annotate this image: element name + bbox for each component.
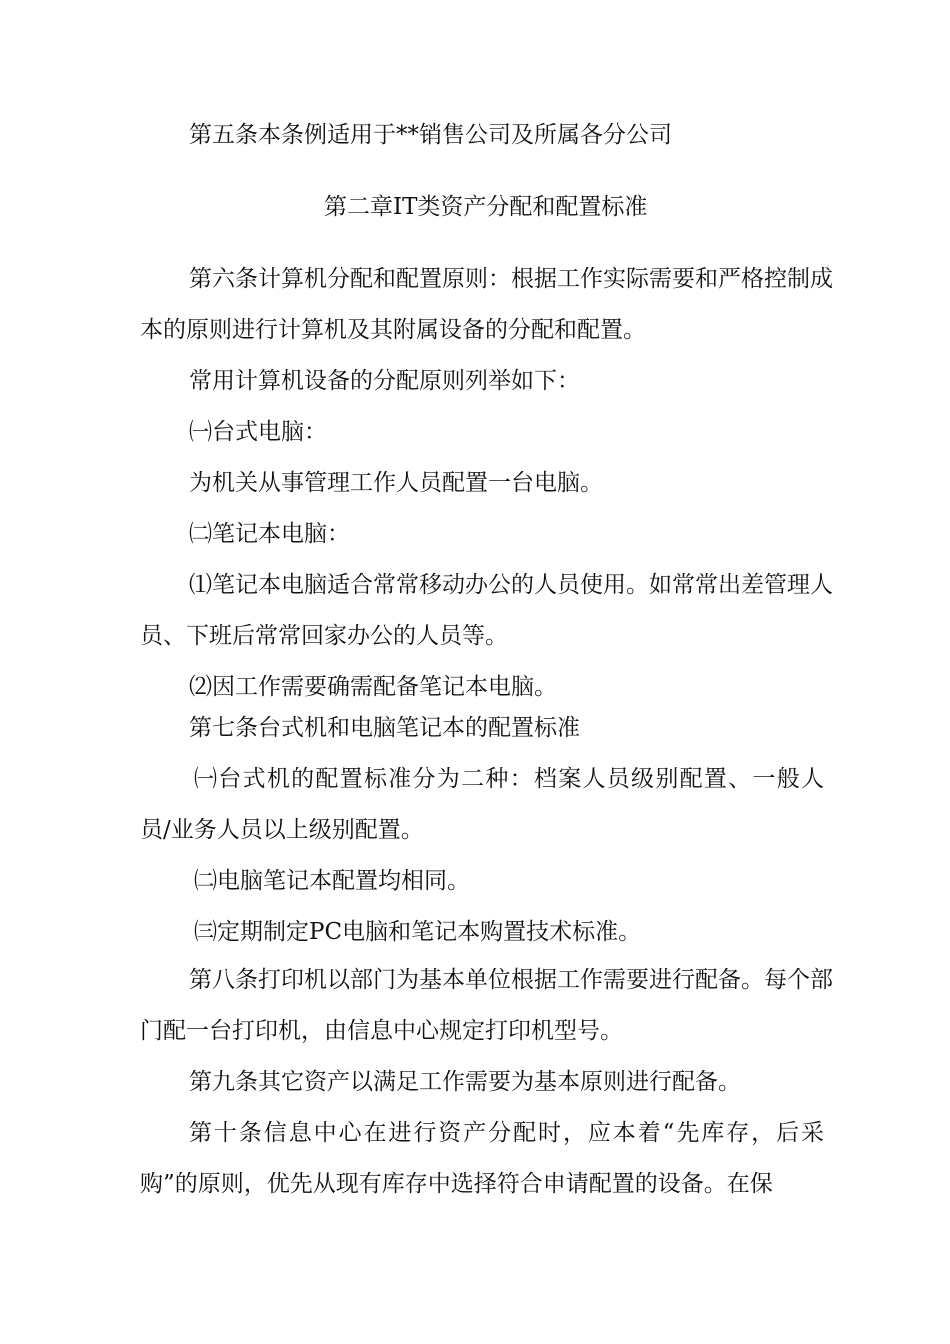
desktop-heading: ㈠台式电脑： — [189, 419, 327, 445]
config-standard-1-line-1: ㈠台式机的配置标准分为二种：档案人员级别配置、一般人 — [194, 766, 824, 792]
config-standard-2: ㈡电脑笔记本配置均相同。 — [194, 868, 470, 894]
article-10-line-1: 第十条信息中心在进行资产分配时，应本着“先库存，后采 — [189, 1120, 824, 1146]
article-10-line-2: 购”的原则，优先从现有库存中选择符合申请配置的设备。在保 — [140, 1171, 773, 1197]
chapter-2-heading: 第二章IT类资产分配和配置标准 — [324, 194, 648, 220]
allocation-principles-intro: 常用计算机设备的分配原则列举如下： — [189, 368, 580, 394]
article-8-line-1: 第八条打印机以部门为基本单位根据工作需要进行配备。每个部 — [189, 967, 833, 993]
article-8-line-2: 门配一台打印机，由信息中心规定打印机型号。 — [140, 1018, 623, 1044]
article-6-line-2: 本的原则进行计算机及其附属设备的分配和配置。 — [140, 317, 646, 343]
desktop-rule: 为机关从事管理工作人员配置一台电脑。 — [189, 470, 603, 496]
article-5-paragraph: 第五条本条例适用于**销售公司及所属各分公司 — [189, 122, 672, 148]
article-6-line-1: 第六条计算机分配和配置原则：根据工作实际需要和严格控制成 — [189, 266, 833, 292]
laptop-rule-2: ⑵因工作需要确需配备笔记本电脑。 — [189, 674, 557, 700]
article-7-paragraph: 第七条台式机和电脑笔记本的配置标准 — [189, 715, 580, 741]
laptop-rule-1-line-2: 员、下班后常常回家办公的人员等。 — [140, 623, 508, 649]
article-9-paragraph: 第九条其它资产以满足工作需要为基本原则进行配备。 — [189, 1069, 741, 1095]
config-standard-3: ㈢定期制定PC电脑和笔记本购置技术标准。 — [194, 919, 642, 945]
laptop-heading: ㈡笔记本电脑： — [189, 521, 350, 547]
config-standard-1-line-2: 员/业务人员以上级别配置。 — [140, 817, 424, 843]
laptop-rule-1-line-1: ⑴笔记本电脑适合常常移动办公的人员使用。如常常出差管理人 — [189, 572, 833, 598]
